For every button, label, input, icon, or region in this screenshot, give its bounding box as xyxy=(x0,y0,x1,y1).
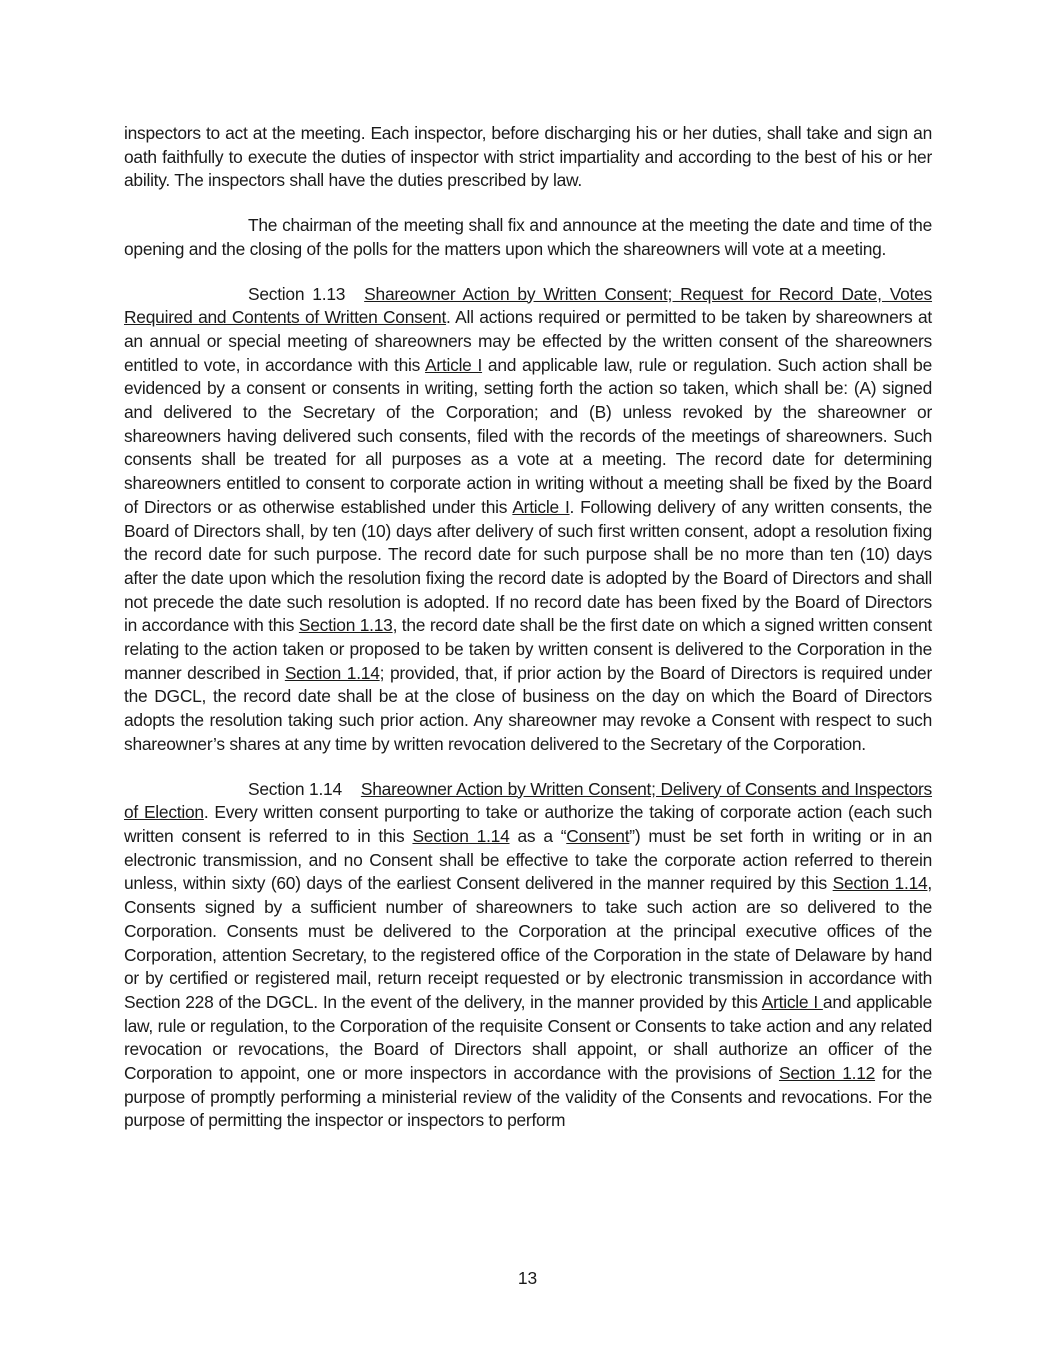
section-text: , the record date shall be the first date on which a signed written consent relating to the action taken or proposed to be taken by written consent is delivered to the Corporation in the manner described in xyxy=(124,615,933,683)
section-text: . Following delivery of any written consents, the Board of Directors shall, by ten (10) days after delivery of such first written consent, adopt a resolution fixing the record date for such purpose. The record date for such purpose shall be no more than ten (10) days after the date upon which the resolution fixing the record date is adopted by the Board of Directors and shall not precede the date such resolution is adopted. If no record date has been fixed by the Board of Directors in accordance with this xyxy=(124,496,932,636)
section-text: and applicable law, rule or regulation. Such action shall be evidenced by a consent or consents in writing, setting forth the action so taken, which shall be: (A) signed and delivered to the Secretary of the Corporation; and (B) unless revoked by the shareowner or shareowners having delivered such consents, filed with the records of the meetings of shareowners. Such consents shall be treated for all purposes as a vote at a meeting. The record date for determining shareowners entitled to consent to corporate action in writing without a meeting shall be fixed by the Board of Directors or as otherwise established under this xyxy=(124,354,933,517)
paragraph-polls xyxy=(124,214,932,261)
paragraph-text: The chairman of the meeting shall fix and announce at the meeting the date and time of the opening and the closing of the polls for the matters upon which the shareowners will vote at a meeting. xyxy=(124,215,932,259)
paragraph-inspectors-oath xyxy=(124,122,932,193)
section-1-13 xyxy=(124,283,932,757)
section-title: Shareowner Action by Written Consent; Request for Record Date, Votes Required and Contents of Written Consent xyxy=(124,283,933,328)
cross-reference: Section 1.14 xyxy=(284,662,380,683)
section-text: . All actions required or permitted to be taken by shareowners at an annual or special meeting of shareowners may be effected by the written consent of the shareowners entitled to vote, in accordance with this xyxy=(124,307,932,375)
paragraph-text: inspectors to act at the meeting. Each inspector, before discharging his or her duties, shall take and sign an oath faithfully to execute the duties of inspector with strict impartiality and according to the best of his or her ability. The inspectors shall have the duties prescribed by law. xyxy=(124,123,932,191)
page-number: 13 xyxy=(517,1268,538,1288)
section-number: Section 1.13 xyxy=(248,283,346,304)
section-1-14 xyxy=(124,778,932,1134)
section-text: ”) must be set forth in writing or in an electronic transmission, and no Consent shall be effective to take the corporate action referred to therein unless, within sixty (60) days of the earliest Consent delivered in the manner required by this xyxy=(124,825,932,894)
document-body xyxy=(124,122,932,1154)
section-text: ; provided, that, if prior action by the Board of Directors is required under the DGCL, the record date shall be at the close of business on the day on which the Board of Directors adopts the resolution taking such prior action. Any shareowner may revoke a Consent with respect to such shareowner’s shares at any time by written revocation delivered to the Secretary of the Corporation. xyxy=(124,662,933,754)
defined-term: Consent xyxy=(566,825,630,846)
cross-reference: Section 1.13 xyxy=(298,615,393,636)
cross-reference: Article I xyxy=(425,354,483,375)
cross-reference: Article I xyxy=(512,496,570,517)
section-text: . Every written consent purporting to take or authorize the taking of corporate action (each such written consent is referred to in this xyxy=(124,802,932,846)
cross-reference: Section 1.12 xyxy=(778,1063,876,1084)
cross-reference: Section 1.14 xyxy=(412,825,510,846)
section-number: Section 1.14 xyxy=(248,778,342,799)
section-text: for the purpose of promptly performing a ministerial review of the validity of the Consents and revocations. For the purpose of permitting the inspector or inspectors to perform xyxy=(124,1063,932,1131)
cross-reference: Article I xyxy=(761,991,823,1012)
section-text: , Consents signed by a sufficient number of shareowners to take such action are so delivered to the Corporation. Consents must be delivered to the Corporation at the principal executive offices of the Corporation, attention Secretary, to the registered office of the Corporation in the state of Delaware by hand or by certified or registered mail, return receipt requested or by electronic transmission in accordance with Section 228 of the DGCL. In the event of the delivery, in the manner provided by this xyxy=(124,873,933,1012)
section-title: Shareowner Action by Written Consent; Delivery of Consents and Inspectors of Election xyxy=(124,778,932,823)
section-text: as a “ xyxy=(509,825,567,846)
section-text: and applicable law, rule or regulation, to the Corporation of the requisite Consent or Consents to take action and any related revocation or revocations, the Board of Directors shall appoint, or shall authorize an officer of the Corporation to appoint, one or more inspectors in accordance with the provisions of xyxy=(124,991,933,1084)
cross-reference: Section 1.14 xyxy=(832,873,928,894)
